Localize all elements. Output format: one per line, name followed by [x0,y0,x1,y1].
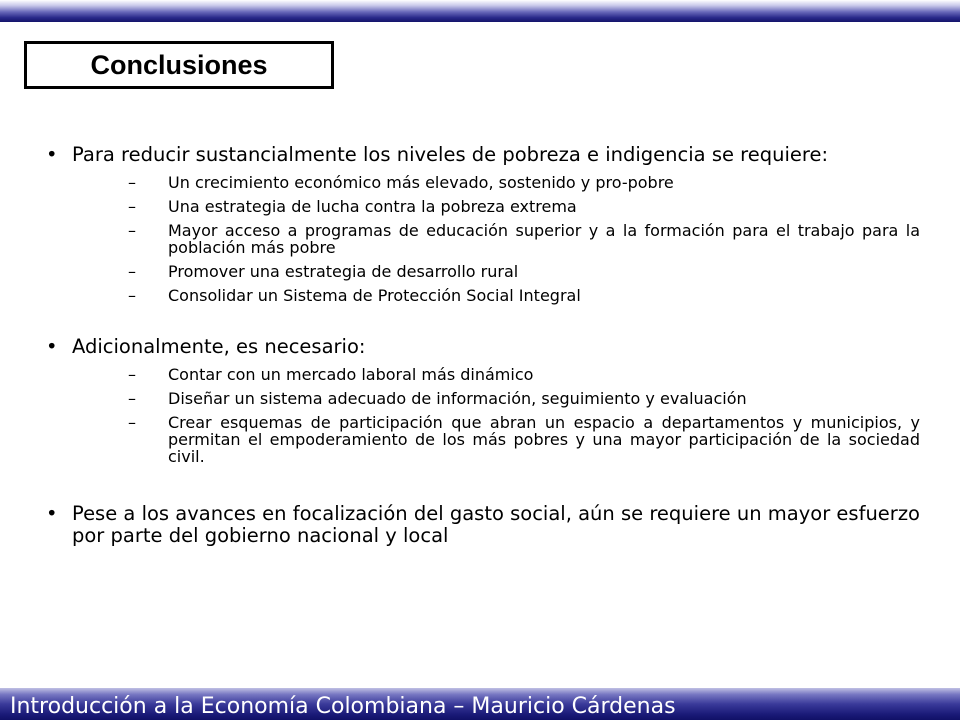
bullet-social-spending [46,503,920,547]
top-decorative-band [0,0,960,22]
bullet-additional [46,336,920,465]
bullet-text: Para reducir sustancialmente los niveles de pobreza e indigencia se requiere: [72,143,829,166]
sub-item: – Promover una estrategia de desarrollo rural [72,263,920,280]
sub-item: – Mayor acceso a programas de educación superior y a la formación para el trabajo para la población más pobre [72,222,920,256]
sub-item: – Diseñar un sistema adecuado de información, seguimiento y evaluación [72,390,920,407]
slide-content [46,144,920,547]
sub-item: – Consolidar un Sistema de Protección Social Integral [72,287,920,304]
slide-title-text: Conclusiones [90,49,268,80]
sub-item: – Una estrategia de lucha contra la pobreza extrema [72,198,920,215]
bullet-text: Pese a los avances en focalización del gasto social, aún se requiere un mayor esfuerzo por parte del gobierno nacional y local [72,502,920,547]
sub-item: – Contar con un mercado laboral más dinámico [72,366,920,383]
bullet-text: Adicionalmente, es necesario: [72,335,366,358]
bullet-requirements [46,144,920,304]
sub-item: – Crear esquemas de participación que abran un espacio a departamentos y municipios, y permitan el empoderamiento de los más pobres y una mayor participación de la sociedad civil. [72,414,920,465]
sub-list [72,174,920,304]
sub-item: – Un crecimiento económico más elevado, sostenido y pro-pobre [72,174,920,191]
footer-text: Introducción a la Economía Colombiana – Mauricio Cárdenas [10,694,676,719]
sub-list [72,366,920,465]
slide-title [24,41,334,89]
